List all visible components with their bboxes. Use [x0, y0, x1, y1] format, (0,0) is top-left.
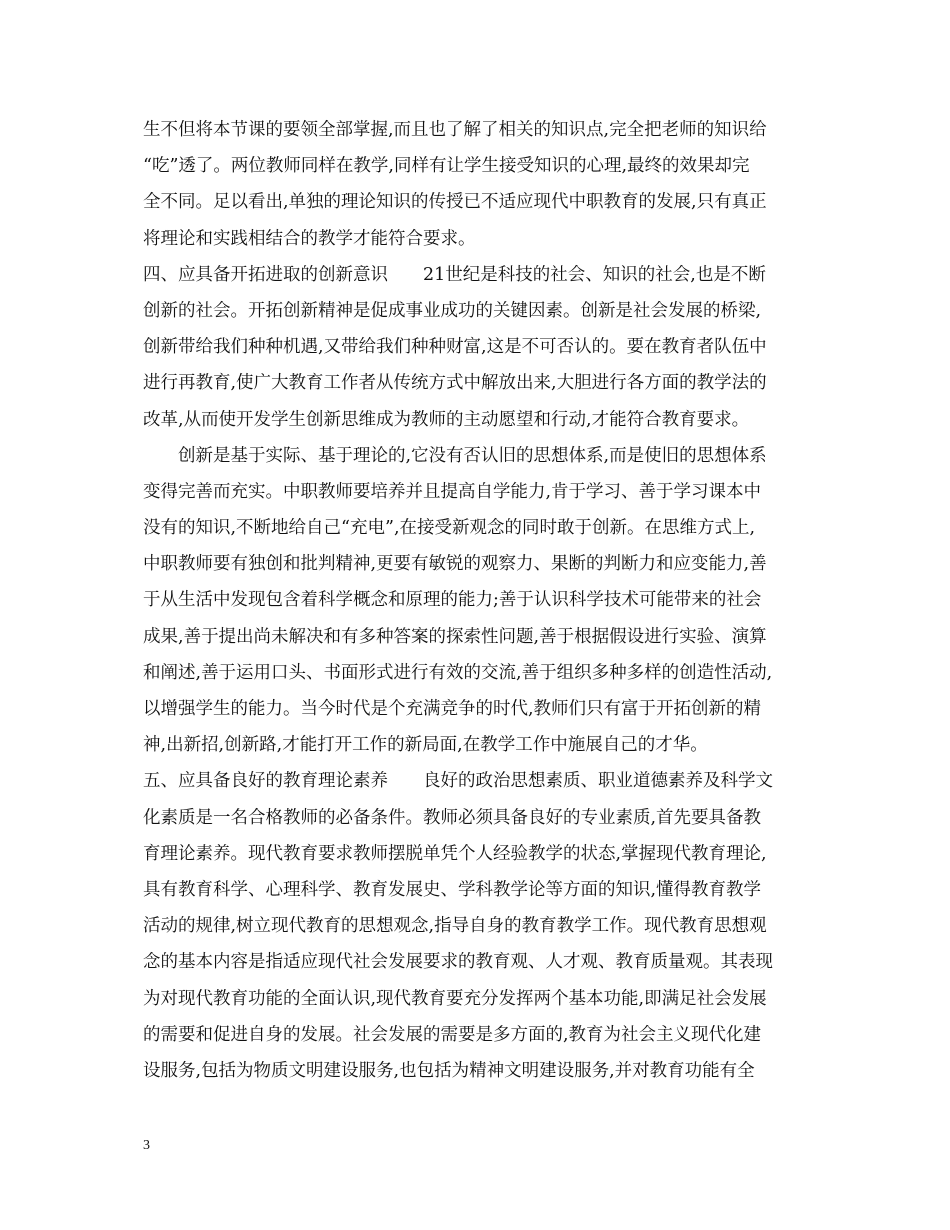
text-line: 神,出新招,创新路,才能打开工作的新局面,在教学工作中施展自己的才华。 — [143, 735, 708, 756]
text-line: 全不同。足以看出,单独的理论知识的传授已不适应现代中职教育的发展,只有真正 — [143, 192, 767, 213]
text-line: 具有教育科学、心理科学、教育发展史、学科教学论等方面的知识,懂得教育教学 — [143, 879, 762, 900]
text-line: 以增强学生的能力。当今时代是个充满竞争的时代,教师们只有富于开拓创新的精 — [143, 699, 762, 719]
text-line: 设服务,包括为物质文明建设服务,也包括为精神文明建设服务,并对教育功能有全 — [143, 1060, 755, 1081]
text-line: 创新的社会。开拓创新精神是促成事业成功的关键因素。创新是社会发展的桥梁, — [143, 300, 762, 321]
text-line: 活动的规律,树立现代教育的思想观念,指导自身的教育教学工作。现代教育思想观 — [143, 916, 767, 937]
text-line: 成果,善于提出尚未解决和有多种答案的探索性问题,善于根据假设进行实验、演算 — [143, 626, 767, 647]
text-line: 创新带给我们种种机遇,又带给我们种种财富,这是不可否认的。要在教育者队伍中 — [143, 337, 767, 358]
body-text — [143, 112, 813, 1089]
text-line: 和阐述,善于运用口头、书面形式进行有效的交流,善于组织多种多样的创造性活动, — [143, 662, 773, 683]
text-line: 变得完善而充实。中职教师要培养并且提高自学能力,肯于学习、善于学习课本中 — [143, 481, 762, 502]
text-line: 为对现代教育功能的全面认识,现代教育要充分发挥两个基本功能,即满足社会发展 — [143, 988, 767, 1009]
text-line: 念的基本内容是指适应现代社会发展要求的教育观、人才观、教育质量观。其表现 — [143, 952, 773, 973]
text-line: 四、应具备开拓进取的创新意识 21世纪是科技的社会、知识的社会,也是不断 — [143, 264, 766, 285]
text-line: 没有的知识,不断地给自己“充电”,在接受新观念的同时敢于创新。在思维方式上, — [143, 518, 756, 539]
text-line: 将理论和实践相结合的教学才能符合要求。 — [143, 228, 476, 249]
text-line: 于从生活中发现包含着科学概念和原理的能力;善于认识科学技术可能带来的社会 — [143, 590, 762, 611]
page-number: 3 — [143, 1138, 150, 1153]
text-line: 育理论素养。现代教育要求教师摆脱单凭个人经验教学的状态,掌握现代教育理论, — [143, 843, 767, 864]
text-line: “吃”透了。两位教师同样在教学,同样有让学生接受知识的心理,最终的效果却完 — [143, 156, 750, 177]
text-line: 进行再教育,使广大教育工作者从传统方式中解放出来,大胆进行各方面的教学法的 — [143, 373, 767, 394]
text-line: 的需要和促进自身的发展。社会发展的需要是多方面的,教育为社会主义现代化建 — [143, 1024, 762, 1045]
text-line: 中职教师要有独创和批判精神,更要有敏锐的观察力、果断的判断力和应变能力,善 — [143, 554, 767, 575]
text-line: 生不但将本节课的要领全部掌握,而且也了解了相关的知识点,完全把老师的知识给 — [143, 120, 767, 140]
text-line: 化素质是一名合格教师的必备条件。教师必须具备良好的专业素质,首先要具备教 — [143, 807, 762, 828]
text-line: 五、应具备良好的教育理论素养 良好的政治思想素质、职业道德素养及科学文 — [143, 771, 773, 792]
text-line: 创新是基于实际、基于理论的,它没有否认旧的思想体系,而是使旧的思想体系 — [178, 445, 767, 466]
text-line: 改革,从而使开发学生创新思维成为教师的主动愿望和行动,才能符合教育要求。 — [143, 409, 750, 430]
